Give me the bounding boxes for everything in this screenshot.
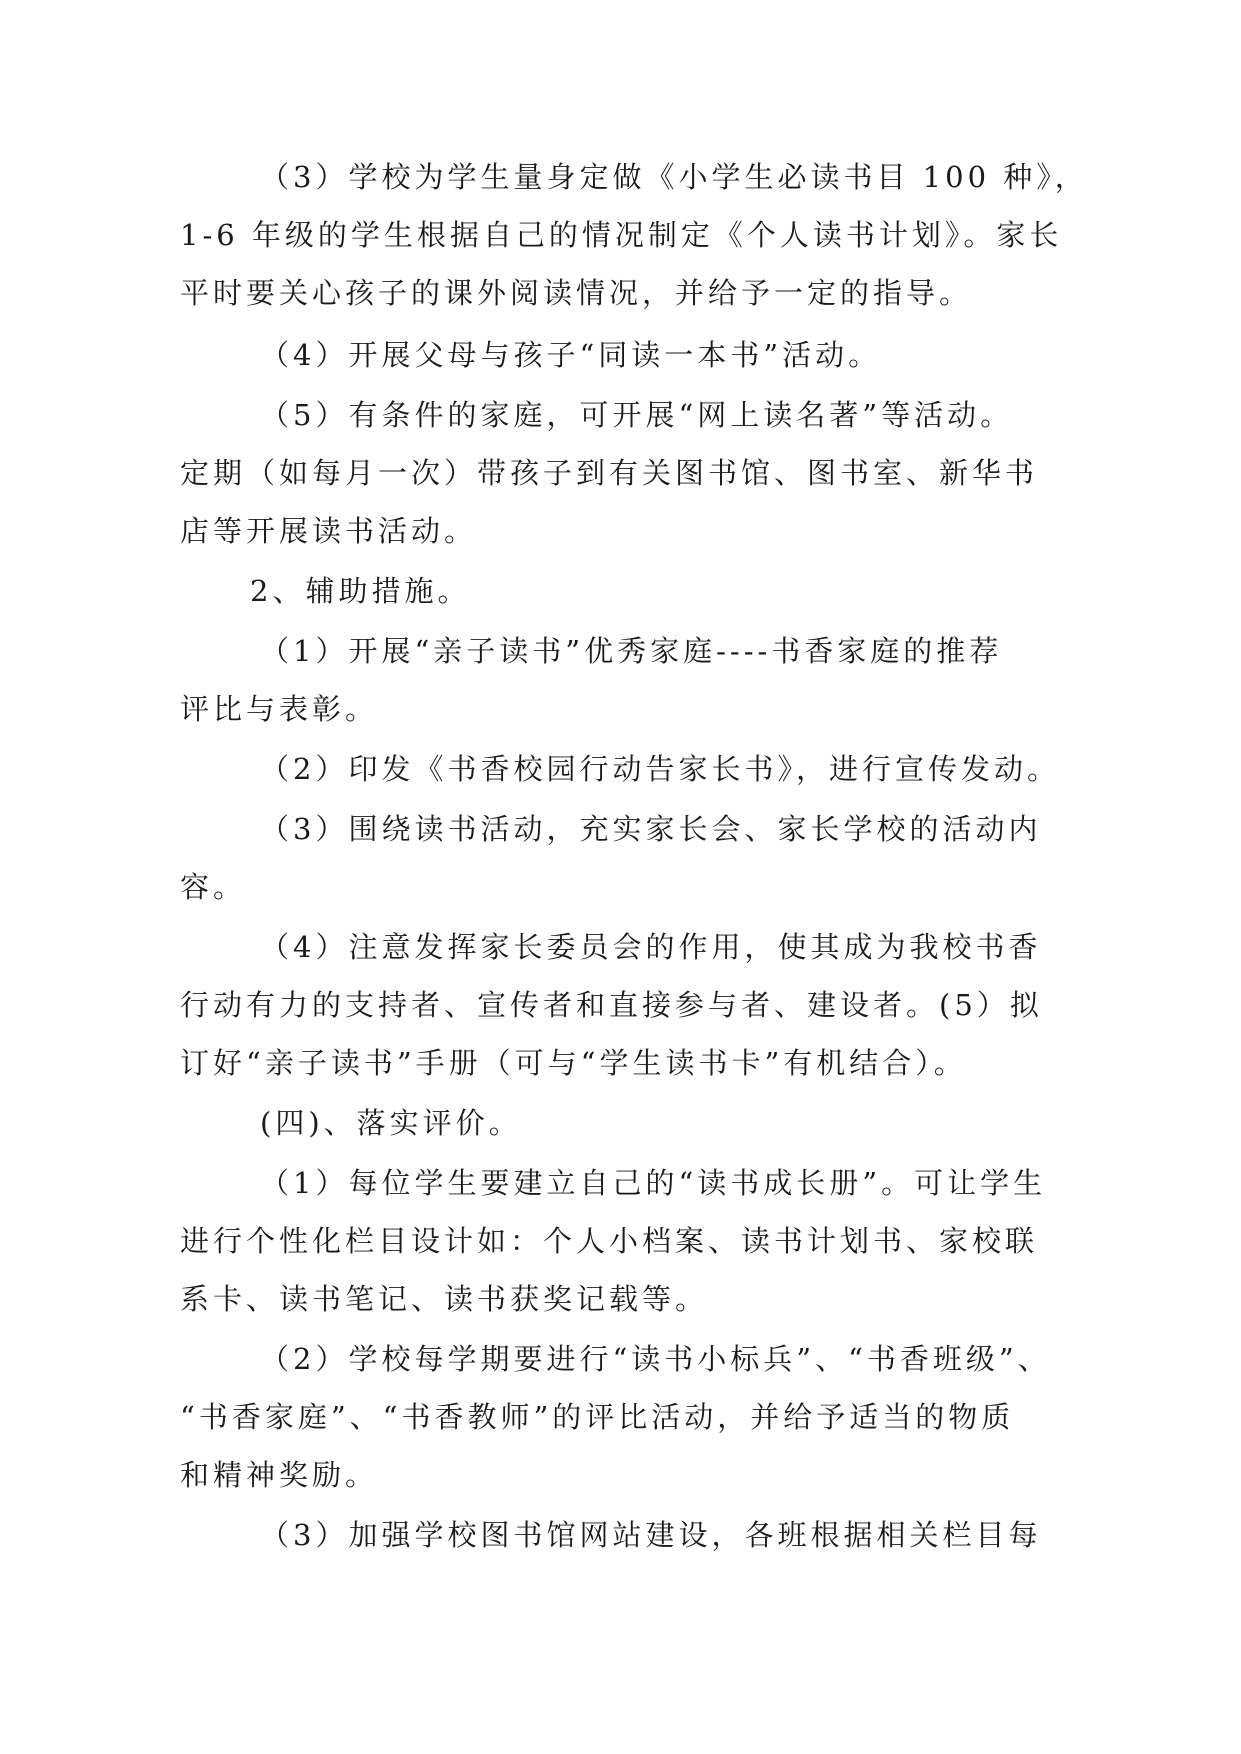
text-line: 进行个性化栏目设计如：个人小档案、读书计划书、家校联 bbox=[180, 1224, 1039, 1258]
section-heading: (四)、落实评价。 bbox=[260, 1106, 522, 1140]
text-line: （2）印发《书香校园行动告家长书》，进行宣传发动。 bbox=[260, 752, 1060, 786]
text-line: （5）有条件的家庭，可开展“网上读名著”等活动。 bbox=[260, 398, 1014, 432]
text-line: （4）开展父母与孩子“同读一本书”活动。 bbox=[260, 338, 882, 372]
text-line: 店等开展读书活动。 bbox=[180, 514, 478, 548]
text-line: （4）注意发挥家长委员会的作用，使其成为我校书香 bbox=[260, 930, 1042, 964]
text-line: 订好“亲子读书”手册（可与“学生读书卡”有机结合）。 bbox=[180, 1046, 967, 1080]
text-line: 1-6 年级的学生根据自己的情况制定《个人读书计划》。家长 bbox=[180, 218, 1063, 252]
text-line: “书香家庭”、“书香教师”的评比活动，并给予适当的物质 bbox=[180, 1400, 1015, 1434]
text-line: （3）围绕读书活动，充实家长会、家长学校的活动内 bbox=[260, 812, 1042, 846]
text-line: （3）加强学校图书馆网站建设，各班根据相关栏目每 bbox=[260, 1518, 1042, 1552]
text-line: 和精神奖励。 bbox=[180, 1458, 379, 1492]
text-line: 系卡、读书笔记、读书获奖记载等。 bbox=[180, 1282, 709, 1316]
text-line: 定期（如每月一次）带孩子到有关图书馆、图书室、新华书 bbox=[180, 456, 1039, 490]
text-line: （2）学校每学期要进行“读书小标兵”、“书香班级”、 bbox=[260, 1342, 1051, 1376]
text-line: 行动有力的支持者、宣传者和直接参与者、建设者。(5）拟 bbox=[180, 988, 1043, 1022]
text-line: 平时要关心孩子的课外阅读情况，并给予一定的指导。 bbox=[180, 276, 973, 310]
text-line: 容。 bbox=[180, 870, 247, 904]
text-line: （3）学校为学生量身定做《小学生必读书目 100 种》， bbox=[260, 160, 1088, 194]
section-heading: 2、辅助措施。 bbox=[250, 574, 471, 608]
text-line: 评比与表彰。 bbox=[180, 692, 379, 726]
text-line: （1）开展“亲子读书”优秀家庭----书香家庭的推荐 bbox=[260, 634, 1003, 668]
text-line: （1）每位学生要建立自己的“读书成长册”。可让学生 bbox=[260, 1166, 1047, 1200]
